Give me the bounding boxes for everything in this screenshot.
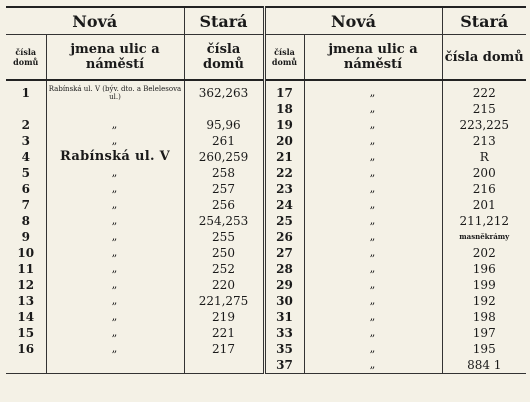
- new-number-left: 5: [6, 165, 46, 181]
- street-name-right: „: [304, 80, 442, 101]
- street-name-right: „: [304, 325, 442, 341]
- old-number-left: [184, 101, 264, 117]
- table-row: [6, 309, 526, 325]
- table-row: [6, 149, 526, 165]
- street-name-right: „: [304, 181, 442, 197]
- table-row: [6, 181, 526, 197]
- street-name-left: [46, 357, 184, 374]
- street-name-left: „: [46, 117, 184, 133]
- street-name-left: „: [46, 293, 184, 309]
- street-name-left: „: [46, 309, 184, 325]
- old-number-right: 222: [472, 86, 496, 100]
- header-cisla-domu-right: čísla domů: [264, 35, 304, 81]
- old-number-right: 213: [472, 134, 496, 148]
- street-name-left: [46, 101, 184, 117]
- old-number-left: 217: [184, 341, 264, 357]
- old-number-right: 192: [472, 294, 496, 308]
- new-number-right: 31: [264, 309, 304, 325]
- old-number-right: 201: [472, 198, 496, 212]
- new-number-left: 9: [6, 229, 46, 245]
- street-name-left: Rabínská ul. V: [46, 149, 184, 165]
- street-name-right: „: [304, 213, 442, 229]
- street-name-right: „: [304, 197, 442, 213]
- table-row: [6, 277, 526, 293]
- table-row: [6, 357, 526, 374]
- header-stara-right: Stará: [442, 7, 526, 35]
- street-name-right: „: [304, 341, 442, 357]
- header-stare-cisla-left: čísla domů: [184, 35, 264, 81]
- old-number-left: 221,275: [184, 293, 264, 309]
- street-name-left: „: [46, 165, 184, 181]
- new-number-right: 25: [264, 213, 304, 229]
- table-row: [6, 293, 526, 309]
- old-number-right: 884 1: [442, 357, 526, 374]
- new-number-right: 20: [264, 133, 304, 149]
- new-number-left: 4: [6, 149, 46, 165]
- new-number-right: 17: [264, 80, 304, 101]
- old-number-right: 215: [472, 102, 496, 116]
- new-number-right: 35: [264, 341, 304, 357]
- new-number-left: [6, 357, 46, 374]
- street-name-left: „: [46, 133, 184, 149]
- table-row: [6, 245, 526, 261]
- old-number-left: 221: [184, 325, 264, 341]
- street-name-left: „: [46, 341, 184, 357]
- street-name-left: „: [46, 325, 184, 341]
- table-row: [6, 197, 526, 213]
- new-number-left: 12: [6, 277, 46, 293]
- street-name-left: „: [46, 197, 184, 213]
- table-row: [6, 213, 526, 229]
- header-cisla-domu-left: čísla domů: [6, 35, 46, 81]
- old-number-right: 195: [472, 342, 496, 356]
- street-name-left: „: [46, 261, 184, 277]
- new-number-left: 15: [6, 325, 46, 341]
- new-number-left: 6: [6, 181, 46, 197]
- new-number-right: 33: [264, 325, 304, 341]
- street-name-left: „: [46, 277, 184, 293]
- street-number-table: [6, 6, 526, 374]
- new-number-right: 29: [264, 277, 304, 293]
- new-number-right: 18: [264, 101, 304, 117]
- table-row: [6, 325, 526, 341]
- street-name-right: „: [304, 309, 442, 325]
- street-name-right: „: [304, 165, 442, 181]
- old-number-left: 252: [184, 261, 264, 277]
- new-number-left: 13: [6, 293, 46, 309]
- table-row: [6, 80, 526, 101]
- street-name-right: „: [304, 293, 442, 309]
- new-number-right: 24: [264, 197, 304, 213]
- table-body: [6, 80, 526, 374]
- header-jmena-right: jmena ulic a náměstí: [304, 35, 442, 81]
- header-jmena-left: jmena ulic a náměstí: [46, 35, 184, 81]
- new-number-left: 1: [6, 80, 46, 101]
- new-number-left: [6, 101, 46, 117]
- street-name-right: „: [304, 357, 442, 374]
- table-row: [6, 229, 526, 245]
- old-number-left: 256: [184, 197, 264, 213]
- old-number-left: 258: [184, 165, 264, 181]
- street-name-right: „: [304, 101, 442, 117]
- street-name-right: „: [304, 245, 442, 261]
- new-number-right: 23: [264, 181, 304, 197]
- old-number-right: 200: [472, 166, 496, 180]
- street-name-right: „: [304, 277, 442, 293]
- table-row: [6, 261, 526, 277]
- old-number-right: 223,225: [459, 118, 510, 132]
- street-name-left: „: [46, 181, 184, 197]
- old-number-left: 250: [184, 245, 264, 261]
- new-number-right: 26: [264, 229, 304, 245]
- old-number-right: 198: [472, 310, 496, 324]
- table-row: [6, 101, 526, 117]
- street-name-right: „: [304, 133, 442, 149]
- new-number-left: 14: [6, 309, 46, 325]
- old-number-right: 216: [472, 182, 496, 196]
- old-number-left: 362,263: [184, 80, 264, 101]
- street-name-right: „: [304, 261, 442, 277]
- new-number-left: 2: [6, 117, 46, 133]
- new-number-right: 19: [264, 117, 304, 133]
- street-name-right: „: [304, 149, 442, 165]
- new-number-right: 27: [264, 245, 304, 261]
- old-number-right: 196: [472, 262, 496, 276]
- old-number-left: 257: [184, 181, 264, 197]
- table-row: [6, 165, 526, 181]
- old-number-left: 220: [184, 277, 264, 293]
- header-stara-left: Stará: [184, 7, 264, 35]
- header-nova-left: Nová: [6, 7, 184, 35]
- old-number-right: 197: [472, 326, 496, 340]
- old-number-left: 255: [184, 229, 264, 245]
- street-name-left: „: [46, 229, 184, 245]
- old-number-right: R: [479, 150, 489, 164]
- street-name-right: „: [304, 117, 442, 133]
- new-number-left: 3: [6, 133, 46, 149]
- old-number-right: 202: [472, 246, 496, 260]
- street-name-left: Rabínská ul. V (býv. dto. a Belelesova ul.): [46, 80, 184, 101]
- new-number-left: 8: [6, 213, 46, 229]
- new-number-left: 16: [6, 341, 46, 357]
- new-number-right: 30: [264, 293, 304, 309]
- header-nova-right: Nová: [264, 7, 442, 35]
- table-row: [6, 133, 526, 149]
- old-number-right: masněkrámy: [459, 232, 510, 241]
- new-number-left: 7: [6, 197, 46, 213]
- old-number-left: 254,253: [184, 213, 264, 229]
- old-number-right: 211,212: [459, 214, 510, 228]
- street-name-right: „: [304, 229, 442, 245]
- old-number-right: 199: [472, 278, 496, 292]
- old-number-left: 219: [184, 309, 264, 325]
- new-number-right: 28: [264, 261, 304, 277]
- header-stare-cisla-right: čísla domů: [442, 35, 526, 81]
- old-number-left: 260,259: [184, 149, 264, 165]
- new-number-right: 22: [264, 165, 304, 181]
- new-number-right: 21: [264, 149, 304, 165]
- street-name-left: „: [46, 245, 184, 261]
- new-number-left: 11: [6, 261, 46, 277]
- table-row: [6, 341, 526, 357]
- street-name-left: „: [46, 213, 184, 229]
- old-number-left: [184, 357, 264, 374]
- new-number-right: 37: [264, 357, 304, 374]
- old-number-left: 261: [184, 133, 264, 149]
- table-row: [6, 117, 526, 133]
- old-number-left: 95,96: [184, 117, 264, 133]
- new-number-left: 10: [6, 245, 46, 261]
